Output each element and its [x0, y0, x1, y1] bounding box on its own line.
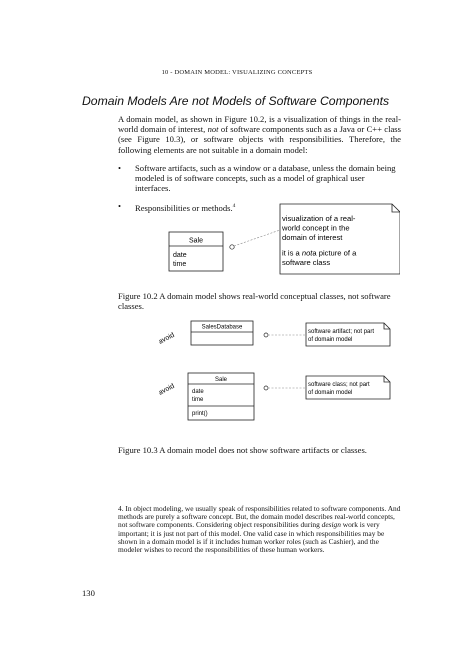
footnote-text-2: work is very important; it is just not part of this model. One valid case in which responsibilities may be shown in a domain model is if it includes human worker roles (such as Cashier), and the modeler wishes to record the responsibilities of these human workers. [118, 520, 385, 555]
intro-emphasis: not [207, 124, 219, 135]
bullet-text: Responsibilities or methods. [135, 202, 233, 213]
section-title: Domain Models Are not Models of Software Components [82, 94, 390, 108]
salesdatabase-class-name: SalesDatabase [201, 324, 243, 331]
sale-attr-date: date [192, 389, 204, 395]
note-line: of domain model [308, 337, 353, 343]
note-line: domain of interest [282, 233, 343, 242]
figure-10-3-diagram [150, 316, 400, 426]
footnote-number: 4. [118, 504, 124, 513]
note-connector [234, 230, 280, 246]
bullet-text: Software artifacts, such as a window or a database, unless the domain being modeled is of software concepts, such as a model of graphical user interfaces. [135, 163, 396, 194]
page-number: 130 [82, 588, 95, 598]
sale-attr-date: date [173, 252, 187, 259]
avoid-label: avoid [157, 331, 176, 346]
note-line: of domain model [308, 390, 353, 396]
footnote-emphasis: design [321, 520, 341, 530]
figure-10-2-caption: Figure 10.2 A domain model shows real-world conceptual classes, not software classes. [118, 291, 391, 311]
note-line: software class; not part [308, 382, 370, 388]
intro-text-2: of software components such as a Java or C++ class (see Figure 10.3), or software objects with responsibilities. Therefore, the following elements are not suitable in a domain model: [118, 124, 401, 155]
bullet-marker: • [118, 200, 122, 211]
note-line: software artifact; not part [308, 329, 375, 335]
list-item [118, 163, 401, 194]
running-head: 10 - DOMAIN MODEL: VISUALIZING CONCEPTS [161, 69, 313, 76]
note-line: software class [282, 258, 331, 267]
note-line: it is a nota picture of a [282, 248, 357, 258]
footnote-reference: 4 [232, 202, 236, 209]
note-anchor-circle [230, 245, 234, 249]
note-line: visualization of a real- [282, 214, 356, 223]
sale-method-print: print() [192, 411, 208, 417]
figure-10-3-caption: Figure 10.3 A domain model does not show software artifacts or classes. [118, 445, 367, 455]
intro-text-1: A domain model, as shown in Figure 10.2, is a visualization of things in the real-world domain of interest, [118, 114, 401, 135]
note-line: world concept in the [282, 223, 350, 233]
sale-class-name: Sale [214, 377, 228, 383]
bullet-marker: • [118, 163, 122, 173]
footnote-text-1: In object modeling, we usually speak of responsibilities related to software components. And methods are purely a software concept. But, the domain model describes real-world concepts, not software components. Considering object responsibilities during [118, 504, 401, 530]
footnote [118, 505, 401, 554]
sale-attr-time: time [173, 261, 187, 268]
avoid-label: avoid [157, 382, 176, 397]
sale-attr-time: time [192, 397, 204, 403]
figure-10-2-diagram [160, 200, 400, 285]
intro-paragraph [118, 114, 401, 155]
sale-class-name: Sale [188, 237, 204, 245]
